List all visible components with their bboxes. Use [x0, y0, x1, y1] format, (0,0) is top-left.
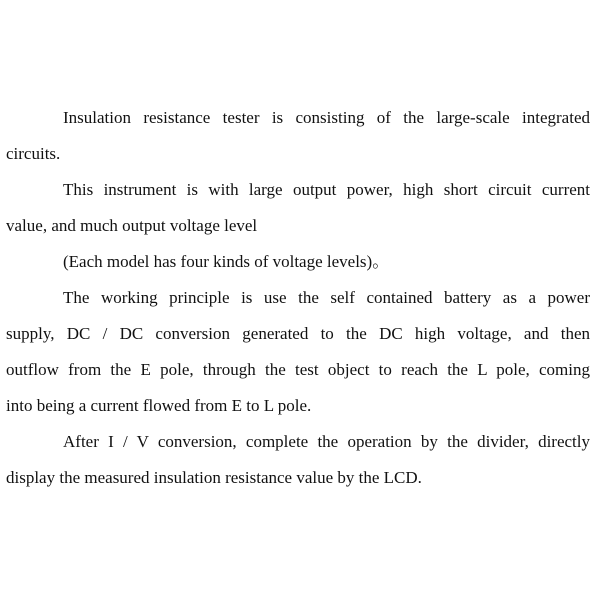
paragraph-4-line-4: into being a current flowed from E to L pole. — [6, 396, 312, 415]
paragraph-5-line-1: After I / V conversion, complete the operation by the divider, directly — [63, 432, 590, 451]
paragraph-1-line-1: Insulation resistance tester is consisting of the large-scale integrated — [63, 108, 590, 127]
paragraph-4-line-3: outflow from the E pole, through the test object to reach the L pole, coming — [6, 360, 590, 379]
paragraph-2-line-1: This instrument is with large output power, high short circuit current — [63, 180, 590, 199]
paragraph-4-line-2: supply, DC / DC conversion generated to the DC high voltage, and then — [6, 324, 590, 343]
paragraph-3-line-1: (Each model has four kinds of voltage levels)。 — [63, 252, 390, 271]
paragraph-2-line-2: value, and much output voltage level — [6, 216, 258, 235]
document-body — [6, 104, 590, 500]
paragraph-5-line-2: display the measured insulation resistance value by the LCD. — [6, 468, 422, 487]
paragraph-1-line-2: circuits. — [6, 144, 61, 163]
paragraph-4-line-1: The working principle is use the self contained battery as a power — [63, 288, 590, 307]
